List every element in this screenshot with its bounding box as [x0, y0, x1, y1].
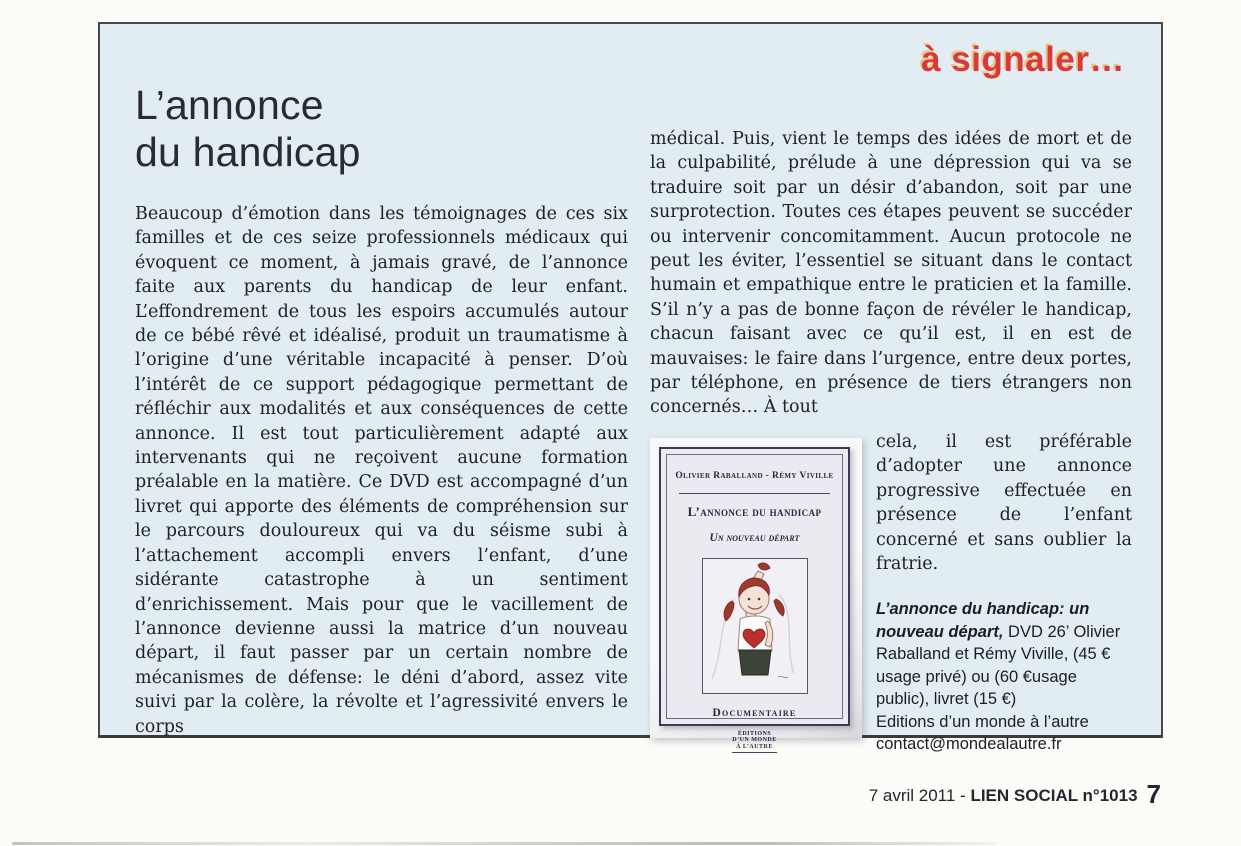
dvd-cover-rule: [679, 493, 831, 494]
article-body-left: Beaucoup d’émotion dans les témoignages de ces six familles et de ces seize professionnels médicaux qui évoquent ce moment, à jamais gravé, de l’annonce faite aux parents du handicap de leur enfant. L’effondrement de tous les espoirs accumulés autour de ce bébé rêvé et idéalisé, produit un traumatisme à l’origine d’une véritable incapacité à penser. D’où l’intérêt de ce support pédagogique permettant de réfléchir aux modalités et aux conséquences de cette annonce. Il est tout particulièrement adapté aux intervenants qui ne reçoivent aucune formation préalable en la matière. Ce DVD est accompagné d’un livret qui apporte des éléments de compréhension sur le parcours douloureux qui va du séisme subi à l’attachement accompli envers l’enfant, d’une sidérante catastrophe à un sentiment d’enrichissement. Mais pour que le vacillement de l’annonce devienne aussi la matrice d’un nouveau départ, il faut passer par un certain nombre de mécanismes de défense: le déni d’abord, assez vite suivi par la colère, la révolte et l’agressivité envers le corps: [135, 204, 628, 737]
caption-title: L’annonce du handicap: un nouveau départ,: [876, 600, 1090, 641]
dvd-cover-illustration: [702, 558, 808, 694]
publisher-line3: À L’AUTRE: [736, 743, 773, 750]
article-body-right-wrap: cela, il est préférable d’adopter une annonce progressive effectuée en présence de l’enfant concerné et sans oublier la fratrie.: [876, 431, 1132, 574]
dvd-cover-title: L’annonce du handicap: [687, 504, 822, 520]
publisher-line2: D’UN MONDE: [732, 737, 777, 743]
dvd-cover-subtitle: Un nouveau départ: [709, 531, 800, 544]
dvd-cover: [659, 447, 850, 750]
caption-details: DVD 26’ Olivier Raballand et Rémy Viville, (45 € usage privé) ou (60 €usage public), livret (15 €): [876, 622, 1121, 709]
article-panel: [98, 22, 1163, 754]
footer-page-number: 7: [1146, 779, 1161, 809]
dvd-photo: [650, 438, 862, 750]
dvd-cover-authors: Olivier Raballand - Rémy Viville: [675, 470, 834, 481]
caption-publisher: Editions d’un monde à l’autre: [876, 712, 1089, 731]
publisher-line1: ÉDITIONS: [737, 730, 772, 737]
footer-date: 7 avril 2011 -: [868, 786, 971, 805]
scan-artifact: [12, 842, 997, 845]
dvd-cover-publisher-logo: [732, 731, 777, 754]
section-header: à signaler…: [921, 40, 1125, 79]
caption-contact-email: contact@mondealautre.fr: [876, 735, 1062, 754]
article-column-left: [135, 202, 628, 739]
article-column-right: [650, 127, 1132, 756]
dvd-cover-frame: [666, 454, 843, 750]
page-footer: [869, 779, 1161, 810]
article-body-right: médical. Puis, vient le temps des idées de mort et de la culpabilité, prélude à une dépression qui va se traduire soit par un désir d’abandon, soit par une surprotection. Toutes ces étapes peuvent se succéder ou intervenir concomitamment. Aucun protocole ne peut les éviter, l’essentiel se situant dans le contact humain et empathique entre le praticien et la famille. S’il n’y a pas de bonne façon de révéler le handicap, chacun faisant avec ce qu’il est, il en est de mauvaises: le faire dans l’urgence, entre deux portes, par téléphone, en présence de tiers étrangers non concernés… À tout: [650, 129, 1132, 418]
article-title-line1: L’annonce: [135, 82, 324, 128]
article-title: [135, 82, 361, 176]
footer-journal: LIEN SOCIAL n°1013: [970, 786, 1138, 805]
dvd-cover-genre: Documentaire: [712, 707, 797, 720]
article-title-line2: du handicap: [135, 129, 361, 175]
